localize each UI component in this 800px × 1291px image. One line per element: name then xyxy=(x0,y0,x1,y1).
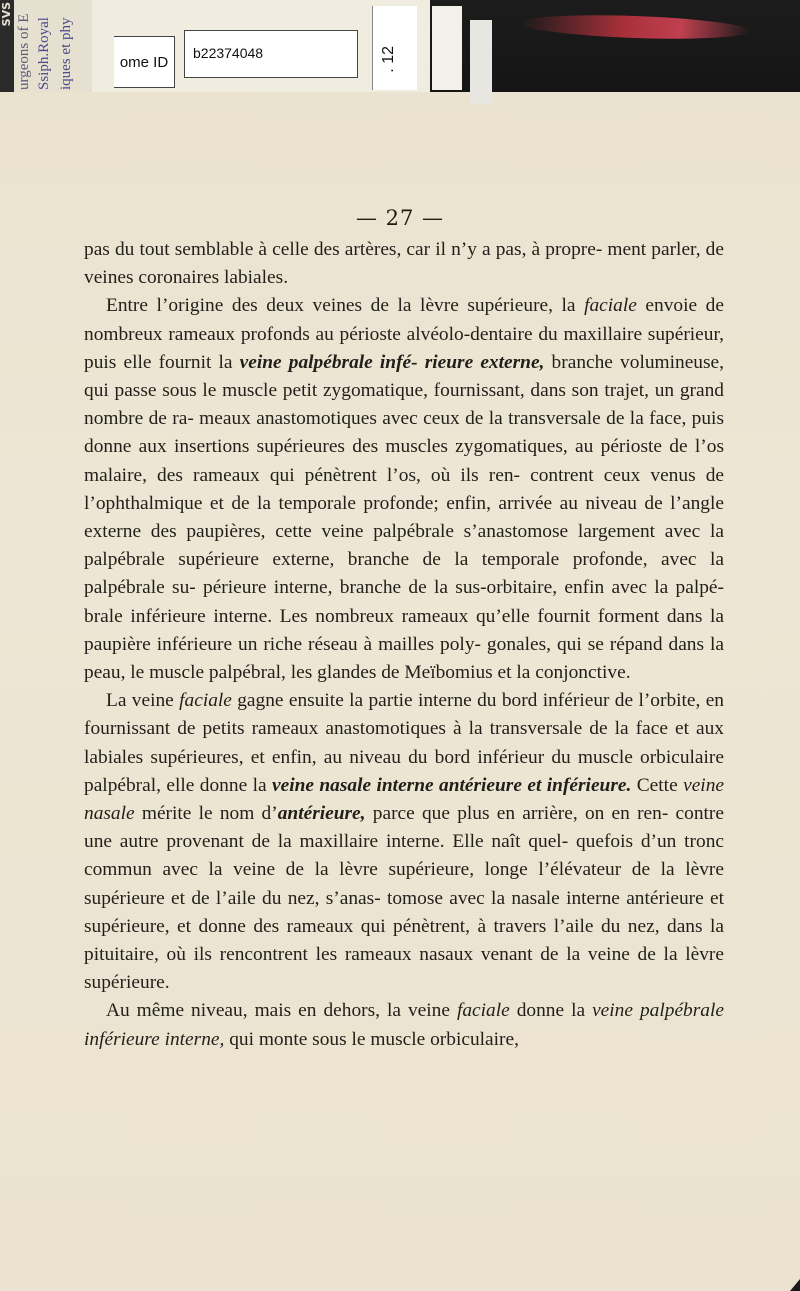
italic-term: faciale xyxy=(179,690,232,712)
anatomical-term: veine palpébrale infé- rieure externe, xyxy=(239,351,545,373)
scan-header xyxy=(0,0,800,92)
spine-line-1: urgeons of E xyxy=(16,13,32,90)
volume-mark: . 12 xyxy=(380,46,397,73)
text-run: gagne ensuite la partie interne du bord inférieur de l’orbite, en fournissant de petits rameaux anastomotiques à la transversale de la face et aux labiales supérieures, et enfin, au niveau du bord inférieur du muscle orbiculaire palpébral, elle donne la xyxy=(84,690,724,796)
text-run: branche volumineuse, qui passe sous le muscle petit zygomatique, fournissant, dans son trajet, un grand nombre de ra- meaux anastomotiques avec ceux de la transversale de la face, puis donne aux insertions supérieures des muscles zygomatiques, au périoste de l’os malaire, des rameaux qui pénètrent l’os, où ils ren- contrent ceux venus de l’ophthalmique et de la temporale profonde; enfin, arrivée au niveau de l’angle externe des paupières, cette veine palpébrale s’anastomose largement avec la palpébrale supérieure externe, branche de la temporale profonde, avec la palpébrale su- périeure interne, branche de la sus-orbitaire, enfin avec la palpé- brale inférieure interne. Les nombreux rameaux qu’elle fournit forment dans la paupière inférieure un riche réseau à mailles poly- gonales, qui se répand dans la peau, le muscle palpébral, les glandes de Meïbomius et la conjonctive. xyxy=(84,351,724,684)
paper-tab xyxy=(432,6,462,90)
paragraph xyxy=(84,292,724,687)
italic-term: veine nasale xyxy=(84,774,724,825)
anatomical-term: veine nasale interne antérieure et inférieure. xyxy=(271,774,632,796)
anatomical-term: antérieure, xyxy=(277,803,366,825)
italic-term: faciale xyxy=(584,295,637,317)
text-run: La veine xyxy=(106,690,180,712)
text-run: qui monte sous le muscle orbiculaire, xyxy=(224,1028,519,1050)
page-number: — 27 — xyxy=(355,206,445,230)
paragraph xyxy=(84,997,724,1053)
text-run: Cette xyxy=(631,774,684,796)
id-label: ome ID xyxy=(114,36,175,88)
body-text xyxy=(84,236,724,1054)
text-run: pas du tout semblable à celle des artères, car il n’y a pas, à propre- ment parler, de veines coronaires labiales. xyxy=(84,239,724,289)
italic-term: veine palpébrale inférieure interne, xyxy=(84,1000,724,1050)
spine-dark-edge xyxy=(0,0,14,92)
text-run: parce que plus en arrière, on en ren- contre une autre provenant de la maxillaire interne. Elle naît quel- quefois d’un tronc commun avec la veine de la lèvre supérieure, longe l’élévateur de la lèvre supérieure et de l’aile du nez, s’anas- tomose avec la nasale interne antérieure et supérieure, et donne des rameaux qui pénètrent, à travers l’aile du nez, dans la pituitaire, où ils rencontrent les rameaux nasaux venant de la veine de la lèvre supérieure. xyxy=(84,803,724,994)
text-run: donne la xyxy=(509,1000,593,1022)
spine-line-2: Ssiph.Royal xyxy=(36,17,52,90)
text-run: Entre l’origine des deux veines de la lèvre supérieure, la xyxy=(106,295,585,317)
book-spine xyxy=(0,0,92,92)
paper-tab xyxy=(470,20,492,104)
spine-line-3: iques et phy xyxy=(58,17,74,90)
paragraph xyxy=(84,236,724,292)
id-field: b22374048 xyxy=(184,30,358,78)
text-run: envoie de nombreux rameaux profonds au périoste alvéolo-dentaire du maxillaire supérieur, puis elle fournit la xyxy=(84,295,724,373)
paragraph xyxy=(84,687,724,997)
spine-glyph: SVS xyxy=(0,2,13,27)
corner-mark xyxy=(790,1279,800,1291)
text-run: Au même niveau, mais en dehors, la veine xyxy=(106,1000,457,1022)
italic-term: faciale xyxy=(456,1000,510,1022)
text-run: mérite le nom d’ xyxy=(134,803,278,825)
